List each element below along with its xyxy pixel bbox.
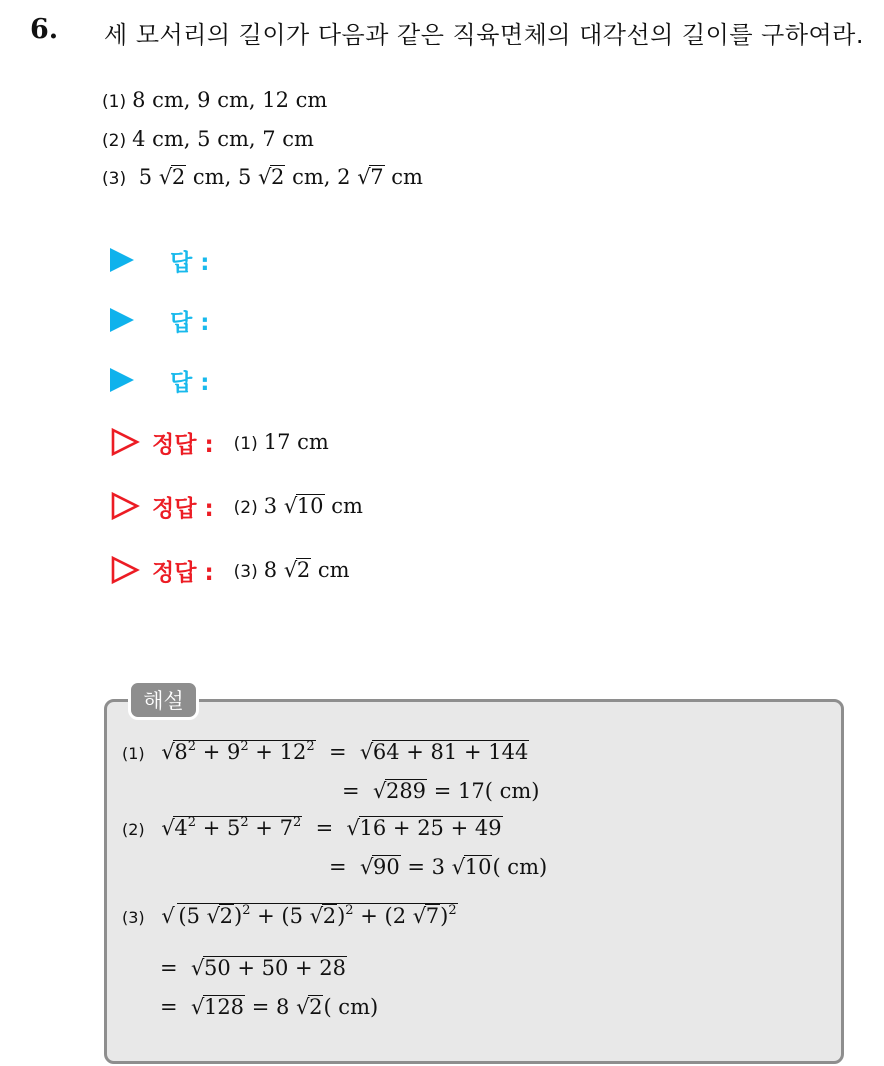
answer-row-2 — [110, 300, 209, 340]
answer-label: 답 : — [170, 249, 210, 276]
solution-label: 정답 : — [152, 431, 214, 458]
explanation-line: (2) √ $4^2 + 5^2 + 7^2$ = √ 16 + 25 + 49 — [122, 816, 503, 840]
explanation-line: = √ 90 = 3 √ 10( cm) — [329, 855, 547, 879]
triangle-icon — [110, 248, 134, 272]
coef: 5 — [138, 165, 153, 189]
radicand: 7 — [370, 165, 384, 189]
radicand: 2 — [171, 165, 186, 189]
item-text: 8 cm, 9 cm, 12 cm — [132, 88, 328, 112]
triangle-outline-icon — [110, 555, 140, 585]
sqrt: √ 50 + 50 + 28 — [191, 956, 347, 980]
sqrt: √ 289 — [373, 779, 427, 803]
unit: cm — [292, 165, 324, 189]
answer-row-1 — [110, 240, 209, 280]
answer-row-3 — [110, 360, 209, 400]
triangle-outline-icon — [110, 427, 140, 457]
sqrt — [258, 165, 285, 189]
item-3: (3) 5 √ 2 cm, 5 √ 2 cm, 2 √ 7 cm — [102, 165, 423, 189]
answer-label: 답 : — [170, 369, 210, 396]
sqrt: √ 16 + 25 + 49 — [347, 816, 503, 840]
item-1 — [102, 88, 327, 112]
sqrt: √ $4^2 + 5^2 + 7^2$ — [161, 816, 302, 840]
triangle-icon — [110, 368, 134, 392]
unit: cm — [192, 165, 225, 189]
item-text: 4 cm, 5 cm, 7 cm — [132, 127, 314, 151]
question-text: 세 모서리의 길이가 다음과 같은 직육면체의 대각선의 길이를 구하여라. — [104, 21, 864, 49]
question-number: 6. — [30, 14, 59, 45]
solution-label: 정답 : — [152, 495, 214, 522]
solution-value: (3) 8 √ 2 cm — [234, 558, 350, 582]
solution-row-1 — [110, 422, 329, 462]
explanation-line: = √ 128 = 8 √ 2( cm) — [160, 995, 378, 1019]
coef: 5 — [237, 165, 252, 189]
answer-label: 답 : — [170, 309, 210, 336]
explanation-line: = √ 50 + 50 + 28 — [160, 956, 347, 980]
item-2 — [102, 127, 314, 151]
triangle-outline-icon — [110, 491, 140, 521]
sqrt: √ $8^2 + 9^2 + 12^2$ — [161, 740, 315, 764]
sqrt: √ 2 — [296, 995, 323, 1019]
coef: 2 — [337, 165, 351, 189]
solution-value: (2) 3 √ 10 cm — [234, 494, 363, 518]
solution-value: (1) 17 cm — [233, 430, 329, 454]
item-label: (2) — [102, 131, 127, 151]
solution-row-3 — [110, 550, 350, 590]
unit: cm — [391, 165, 423, 189]
explanation-line: (1) √ $8^2 + 9^2 + 12^2$ = √ 64 + 81 + 144 — [122, 740, 529, 764]
sqrt: √ (5 √ 2)$^2$ + (5 √ 2)$^2$ + (2 √ 7)$^2$ — [161, 903, 457, 928]
sqrt: √ 128 — [191, 995, 245, 1019]
explanation-title: 해설 — [128, 680, 199, 720]
sqrt: √ 90 — [360, 855, 401, 879]
sqrt — [357, 165, 384, 189]
sqrt — [159, 165, 186, 189]
sqrt: √ 10 — [452, 855, 493, 879]
item-label: (1) — [102, 92, 127, 112]
explanation-line: = √ 289 = 17( cm) — [342, 779, 539, 803]
solution-label: 정답 : — [152, 559, 214, 586]
solution-row-2 — [110, 486, 363, 526]
triangle-icon — [110, 308, 134, 332]
sqrt: √ 64 + 81 + 144 — [360, 740, 529, 764]
explanation-line: (3) √ (5 √ 2)$^2$ + (5 √ 2)$^2$ + (2 √ 7)$^2$ — [122, 903, 458, 928]
radicand: 2 — [271, 165, 285, 189]
item-label: (3) — [102, 169, 127, 189]
